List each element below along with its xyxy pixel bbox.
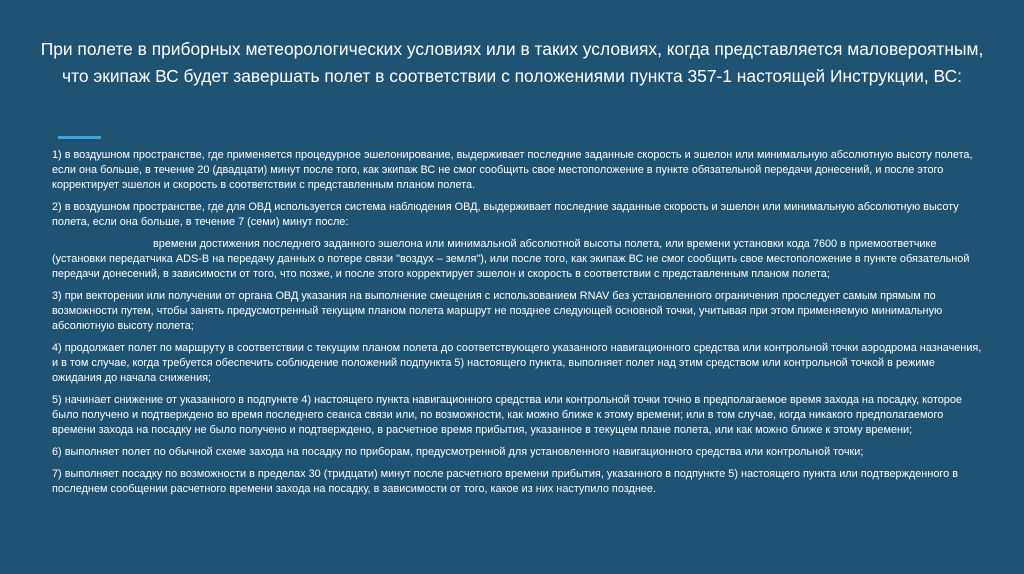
paragraph-6: 6) выполняет полет по обычной схеме захода на посадку по приборам, предусмотренной для установленного навигационного средства или контрольной точки;	[52, 446, 864, 458]
paragraph-4: 4) продолжает полет по маршруту в соответствии с текущим планом полета до соответствующего указанного навигационного средства или контрольной точки аэродрома назначения, и в том случае, когда требуется обеспечить соблюдение положений подпункта 5) настоящего пункта, выполняет полет над этим средством или контрольной точкой в режиме ожидания до начала снижения;	[52, 342, 982, 384]
paragraph-2-continuation	[52, 237, 982, 282]
paragraph-1: 1) в воздушном пространстве, где применяется процедурное эшелонирование, выдерживает последние заданные скорость и эшелон или минимальную абсолютную высоту полета, если она больше, в течение 20 (двадцати) минут после того, как экипаж ВС не смог сообщить свое местоположение в пункте обязательной передачи донесений, и после этого корректирует эшелон и скорость в соответствии с представленным планом полета.	[52, 149, 973, 191]
paragraph-2: 2) в воздушном пространстве, где для ОВД используется система наблюдения ОВД, выдерживает последние заданные скорость и эшелон или минимальную абсолютную высоту полета, если она больше, в течение 7 (семи) минут после:	[52, 201, 959, 228]
paragraph-7: 7) выполняет посадку по возможности в пределах 30 (тридцати) минут после расчетного времени прибытия, указанного в подпункте 5) настоящего пункта или подтвержденного в последнем сообщении расчетного времени захода на посадку, в зависимости от того, какое из них наступило позднее.	[52, 468, 958, 495]
title-accent-line	[58, 136, 101, 139]
paragraph-2-continuation-text: времени достижения последнего заданного эшелона или минимальной абсолютной высоты полета, или времени установки кода 7600 в приемоответчике (установки передатчика ADS-B на передачу данных о потере связи "воздух – земля"), или после того, как экипаж ВС не смог сообщить свое местоположение в пункте обязательной передачи донесений, в зависимости от того, что позже, и после этого корректирует эшелон и скорость в соответствии с представленным планом полета;	[52, 238, 970, 280]
slide-content	[52, 148, 982, 504]
paragraph-3: 3) при векторении или получении от органа ОВД указания на выполнение смещения с использованием RNAV без установленного ограничения проследует самым прямым по возможности путем, чтобы занять предусмотренный текущим планом полета маршрут не позднее следующей основной точки, учитывая при этом применяемую минимальную абсолютную высоту полета;	[52, 290, 943, 332]
paragraph-5: 5) начинает снижение от указанного в подпункте 4) настоящего пункта навигационного средства или контрольной точки точно в предполагаемое время захода на посадку, которое было получено и подтверждено во время последнего сеанса связи или, по возможности, как можно ближе к этому времени; или в том случае, когда никакого предполагаемого времени захода на посадку не было получено и подтверждено, в расчетное время прибытия, указанное в текущем плане полета, или как можно ближе к этому времени;	[52, 394, 962, 436]
slide-title: При полете в приборных метеорологических условиях или в таких условиях, когда представляется маловероятным, что экипаж ВС будет завершать полет в соответствии с положениями пункта 357-1 настоящей Инструкции, ВС:	[40, 39, 984, 86]
